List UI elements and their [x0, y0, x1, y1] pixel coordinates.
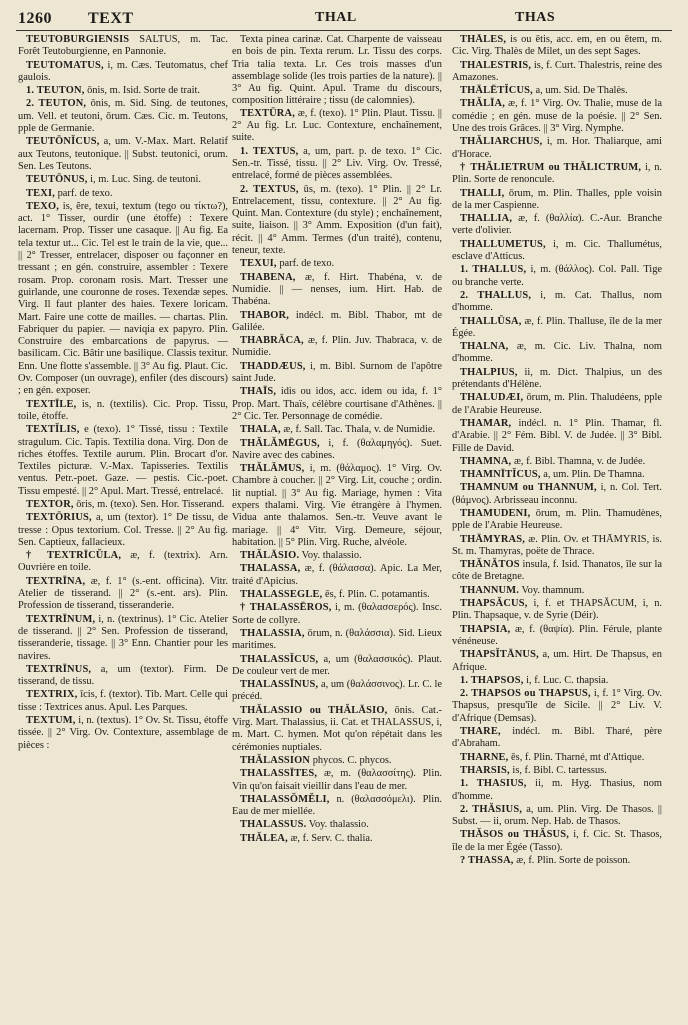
column-center [232, 34, 442, 1019]
dictionary-entry [232, 628, 442, 653]
entry-definition: æ, f. Bibl. Thamna, v. de Judée. [511, 455, 646, 467]
entry-definition: i, m. Luc. Sing. de teutoni. [87, 174, 201, 186]
dictionary-entry [18, 34, 228, 59]
entry-definition: ōnis, m. Sid. Sing. de teutones, um. Vell. et teutoni, ōrum. Cæs. Cic. m. Teutons, pple de Germanie. [18, 98, 228, 135]
dictionary-entry [452, 316, 662, 341]
entry-headword: THĀMYRAS, [460, 533, 526, 545]
entry-headword: TEXTĪLE, [26, 398, 77, 410]
dictionary-entry [232, 563, 442, 588]
dictionary-entry [452, 804, 662, 829]
entry-definition: a, um. Sid. De Thalès. [532, 85, 628, 97]
entry-headword: TEXTOR, [26, 498, 74, 510]
dictionary-entry [452, 290, 662, 315]
entry-headword: 1. TEXTUS, [240, 145, 299, 157]
entry-headword: THALLI, [460, 187, 505, 199]
dictionary-entry [232, 146, 442, 183]
entry-headword: TEUTOMATUS, [26, 59, 104, 71]
dictionary-entry [452, 482, 662, 507]
dictionary-entry [232, 335, 442, 360]
entry-headword: THALASSIA, [240, 627, 305, 639]
entry-definition: a, um. V.-Max. Mart. Relatif aux Teutons, teutonique. || Subst. teutonici, orum. Sen. Les Teutons. [18, 136, 228, 172]
entry-definition: n. (θαλασσόμελι). Plin. Eau de mer miellée. [232, 793, 442, 818]
entry-headword: THARNE, [460, 751, 509, 763]
dictionary-entry [232, 768, 442, 793]
entry-definition: i, f. 1° Virg. Ov. Thapsus, presqu'île de Sicile. || 2° Liv. V. d'Afrique (Demsas). [452, 688, 662, 724]
entry-definition: æ, m. (θαλασσίτης). Plin. Vin qu'on faisait vieillir dans l'eau de mer. [232, 768, 442, 792]
entry-definition: a, um. Plin. Virg. De Thasos. || Subst. — ii, orum. Nep. Hab. de Thasos. [452, 803, 662, 828]
header-left-word: TEXT [88, 10, 134, 27]
dictionary-entry [18, 715, 228, 752]
dictionary-entry [452, 418, 662, 455]
dictionary-entry [18, 399, 228, 424]
entry-headword: TEXTŪRA, [240, 107, 296, 119]
entry-definition: æ, f. Sall. Tac. Thala, v. de Numidie. [280, 424, 436, 436]
entry-headword: THALASSA, [240, 563, 301, 575]
entry-definition: Texta pinea carinæ. Cat. Charpente de vaisseau en bois de pin. Texta rerum. Lr. Tissu des corps. Tria talia texta. Lr. Ces trois masses d'un assemblage solide (les trois parties de la nature). || 3° Au fig. Quint. Apul. Trame du discours, composition littéraire ; tissu (de calomnies). [232, 34, 442, 107]
entry-headword: THĂNĂTOS [460, 559, 520, 571]
dictionary-entry [452, 624, 662, 649]
dictionary-entry [18, 85, 228, 97]
entry-headword: THĀLES, [460, 34, 507, 45]
dictionary-entry [232, 310, 442, 335]
entry-definition: idis ou idos, acc. idem ou ida, f. 1° Prop. Mart. Thaïs, célèbre courtisane d'Athènes. || 2° Cic. Ter. Personnage de comédie. [232, 386, 442, 422]
entry-definition: æ, f. Hirt. Thabéna, v. de Numidie. || — nenses, ium. Hirt. Hab. de Thabéna. [232, 271, 442, 308]
entry-headword: ? THASSA, [460, 855, 514, 866]
dictionary-entry [232, 272, 442, 309]
entry-definition: a, um, part. p. de texo. 1° Cic. Sen.-tr. Tissé, tissu. || 2° Liv. Virg. Ov. Tressé, entrelacé, formé de pièces assemblées. [232, 145, 442, 182]
entry-definition: æ, f. (texo). 1° Plin. Plaut. Tissu. || 2° Au fig. Lr. Luc. Contexture, enchaînement, suite. [232, 107, 442, 144]
entry-headword: THALESTRIS, [460, 59, 532, 71]
dictionary-entry [452, 649, 662, 674]
entry-headword: THALASSEGLE, [240, 589, 323, 601]
entry-definition: Voy. thamnum. [519, 584, 585, 596]
entry-definition: æ, f. 1° Virg. Ov. Thalie, muse de la comédie ; en gén. muse de la poésie. || 2° Sen. Une des trois Grâces. || 3° Virg. Nymphe. [452, 98, 662, 135]
dictionary-entry [18, 576, 228, 613]
entry-headword: TEXTRIX, [26, 689, 78, 701]
entry-definition: i, n. Col. Tert. (θάμνος). Arbrisseau inconnu. [452, 482, 662, 506]
entry-definition: a, um (textor). Firm. De tisserand, de tissu. [18, 663, 228, 688]
entry-definition: indécl. n. 1° Plin. Thamar, fl. d'Arabie. || 2° Fém. Bibl. V. de Judée. || 3° Bibl. Fille de David. [452, 417, 662, 454]
entry-headword: THARSIS, [460, 764, 510, 776]
entry-headword: TEXTRĪNA, [26, 575, 86, 587]
header-right-word: THAS [515, 10, 556, 25]
dictionary-entry [232, 550, 442, 562]
entry-headword: TEXI, [26, 187, 56, 199]
entry-headword: TEXTŌRIUS, [26, 512, 92, 524]
entry-headword: THĂLĂMĒGUS, [240, 437, 320, 449]
entry-definition: ōrum, m. Plin. Thamudènes, pple de l'Arabie Heureuse. [452, 507, 662, 532]
entry-headword: THALASSUS. [240, 819, 307, 831]
entry-headword: 1. THALLUS, [460, 264, 527, 276]
running-header [0, 0, 688, 34]
dictionary-entry [18, 201, 228, 398]
entry-definition: i, m. Bibl. Surnom de l'apôtre saint Jude. [232, 360, 442, 385]
dictionary-entry [452, 688, 662, 725]
entry-definition: is, f. Bibl. C. tartessus. [509, 764, 607, 776]
entry-headword: TEXUI, [240, 258, 277, 270]
header-center-word: THAL [315, 10, 357, 25]
dictionary-entry [452, 829, 662, 854]
entry-definition: i, m. (θαλασσερός). Insc. Sorte de collyre. [232, 602, 442, 626]
entry-headword: THALLIA, [460, 213, 513, 225]
entry-headword: TEXTRĪNUS, [26, 663, 92, 675]
entry-definition: i, m. (θάλλος). Col. Pall. Tige ou branche verte. [452, 264, 662, 288]
entry-headword: THALLŪSA, [460, 315, 522, 327]
entry-definition: i, m. Hor. Thaliarque, ami d'Horace. [452, 136, 662, 160]
entry-definition: parf. de texo. [276, 258, 335, 270]
entry-definition: i, f. (θαλαμηγός). Suet. Navire avec des cabines. [232, 437, 442, 461]
dictionary-entry [232, 34, 442, 108]
entry-definition: æ, f. (textrix). Arn. Ouvrière en toile. [18, 550, 228, 574]
dictionary-entry [232, 833, 442, 845]
page-number: 1260 [18, 10, 52, 27]
dictionary-entry [18, 98, 228, 135]
entry-definition: i, m. Cæs. Teutomatus, chef gaulois. [18, 59, 228, 83]
dictionary-entry [452, 98, 662, 135]
dictionary-entry [232, 258, 442, 270]
entry-headword: THAPSIA, [460, 623, 511, 635]
entry-headword: TEXTUM, [26, 715, 76, 727]
entry-definition: ēs, f. Plin. Tharné, mt d'Attique. [508, 751, 645, 763]
dictionary-entry [452, 341, 662, 366]
entry-definition: ēs, f. Plin. C. potamantis. [322, 589, 430, 601]
dictionary-entry [452, 559, 662, 584]
entry-headword: THĂSOS ou THĂSUS, [460, 829, 570, 841]
entry-headword: THĂLĂMUS, [240, 463, 305, 475]
entry-headword: THALNA, [460, 341, 509, 353]
entry-definition: a, um (θαλασσικός). Plaut. De couleur vert de mer. [232, 653, 442, 677]
dictionary-entry [452, 392, 662, 417]
entry-headword: THĂLĪA, [460, 98, 505, 110]
entry-headword: THALUDÆI, [460, 392, 524, 404]
dictionary-entry [452, 469, 662, 481]
entry-headword: 2. THĂSIUS, [460, 803, 523, 815]
entry-definition: phycos. C. phycos. [310, 754, 392, 766]
dictionary-entry [452, 726, 662, 751]
entry-definition: æ, m. Cic. Liv. Thalna, nom d'homme. [452, 341, 662, 365]
entry-definition: Voy. thalassio. [299, 550, 362, 562]
entry-headword: 1. THASIUS, [460, 778, 527, 790]
dictionary-entry [452, 34, 662, 59]
dictionary-entry [452, 765, 662, 777]
entry-definition: ōrum, m. Plin. Thaludéens, pple de l'Arabie Heureuse. [452, 392, 662, 416]
header-rule [16, 30, 672, 31]
entry-headword: THANNUM. [460, 584, 520, 596]
dictionary-entry [18, 550, 228, 575]
entry-headword: THĀLĒTĬCUS, [460, 85, 533, 97]
entry-headword: THĂLĀSIO. [240, 550, 300, 562]
entry-definition: is, n. (textilis). Cic. Prop. Tissu, toile, étoffe. [18, 398, 228, 422]
dictionary-entry [232, 438, 442, 463]
dictionary-entry [232, 794, 442, 819]
dictionary-entry [452, 752, 662, 764]
entry-definition: æ. Plin. Ov. et THĀMYRIS, is. St. m. Thamyras, poëte de Thrace. [452, 533, 662, 557]
dictionary-entry [18, 136, 228, 173]
dictionary-entry [452, 456, 662, 468]
dictionary-entry [452, 598, 662, 623]
entry-headword: 2. TEXTUS, [240, 183, 299, 195]
entry-definition: ōrum, m. Plin. Thalles, pple voisin de la mer Caspienne. [452, 187, 662, 211]
entry-headword: THABENA, [240, 271, 296, 283]
entry-definition: i, n. (textrinus). 1° Cic. Atelier de tisserand. || 2° Sen. Profession de tisserand, tisseranderie, tissage. || 3° Enn. Chantier pour les navires. [18, 613, 228, 662]
entry-headword: 1. THAPSOS, [460, 674, 524, 686]
dictionary-entry [452, 534, 662, 559]
entry-definition: is, ĕre, texui, textum (tego ou τίκτω?), act. 1° Tisser, ourdir (une étoffe) : Texere lacernam. Prop. Tisser une casaque. || Au fig. Ea tela textur ut... Cic. Tel est le train de la vie, que... || 2° Tresser, entrelacer, disposer ou façonner en tressant ; en gén. construire, assembler : Texere rosam. Prop. coronam rosis. Mart. Tresser une guirlande, une couronne de roses. Texendæ sepes. Virg. Il faut planter des haies. Texere loricam. Mart. Faire une cotte de mailles. — chartas. Plin. Fabriquer du papier. — naviqia ex papyro. Plin. Construire des embarcations de papyrus. — basilicam. Cic. Bâtir une basilique. Classis texitur. Enn. Une flotte s'assemble. || 3° Au fig. Plaut. Cic. Ov. Composer (un ouvrage), enfiler (des discours) ; en gén. exposer. [18, 200, 228, 397]
dictionary-entry [232, 361, 442, 386]
entry-headword: 2. THAPSOS ou THAPSUS, [460, 688, 591, 700]
entry-definition: a, um. Hirt. De Thapsus, en Afrique. [452, 649, 662, 673]
dictionary-entry [452, 367, 662, 392]
dictionary-entry [232, 602, 442, 627]
dictionary-entry [232, 679, 442, 704]
entry-headword: TEUTŌNĬCUS, [26, 136, 100, 148]
entry-headword: THAMUDENI, [460, 507, 531, 519]
entry-headword: THABRĂCA, [240, 335, 304, 347]
entry-headword: THALASSĪNUS, [240, 679, 319, 691]
dictionary-entry [18, 614, 228, 663]
dictionary-entry [232, 819, 442, 831]
entry-definition: i, f. et THAPSĂCUM, i, n. Plin. Thapsaque, v. de Syrie (Déir). [452, 598, 662, 622]
entry-headword: THAPSĂCUS, [460, 598, 528, 610]
entry-definition: insula, f. Isid. Thanatos, île sur la côte de Bretagne. [452, 559, 662, 583]
dictionary-entry [232, 755, 442, 767]
entry-definition: æ, f. (θαλλία). C.-Aur. Branche verte d'olivier. [452, 213, 662, 237]
dictionary-entry [452, 213, 662, 238]
entry-definition: æ, f. 1° (s.-ent. officina). Vitr. Atelier de tisserand. || 2° (s.-ent. ars). Plin. Profession de tisserand, tisseranderie. [18, 575, 228, 612]
entry-headword: 2. THALLUS, [460, 289, 532, 301]
entry-headword: THAMNA, [460, 455, 512, 467]
entry-definition: īcis, f. (textor). Tib. Mart. Celle qui tisse : Textrices anus. Apul. Les Parques. [18, 689, 228, 713]
entry-definition: indécl. m. Bibl. Tharé, père d'Abraham. [452, 726, 662, 750]
dictionary-entry [452, 239, 662, 264]
dictionary-entry [18, 424, 228, 498]
entry-definition: is, f. Curt. Thalestris, reine des Amazones. [452, 59, 662, 83]
entry-headword: THAPSĬTĀNUS, [460, 649, 539, 661]
dictionary-entry [452, 136, 662, 161]
dictionary-entry [452, 264, 662, 289]
entry-headword: THALASSĬCUS, [240, 653, 319, 665]
dictionary-entry [18, 499, 228, 511]
entry-headword: † THALASSĒROS, [240, 602, 332, 614]
entry-headword: THALASSĪTES, [240, 768, 318, 780]
entry-headword: THALPIUS, [460, 366, 518, 378]
entry-definition: ii, m. Dict. Thalpius, un des prétendants d'Hélène. [452, 366, 662, 391]
entry-definition: a, um (textor). 1° De tissu, de tresse : Opus textorium. Col. Tresse. || 2° Au fig. Sen. Captieux, fallacieux. [18, 512, 228, 548]
dictionary-entry [452, 188, 662, 213]
entry-headword: THĂLASSION [240, 754, 311, 766]
entry-headword: THALA, [240, 424, 281, 436]
entry-headword: † TEXTRĪCŬLA, [26, 550, 122, 562]
dictionary-entry [18, 664, 228, 689]
entry-headword: THADDÆUS, [240, 360, 306, 372]
dictionary-entry [232, 386, 442, 423]
entry-definition: i, n. (textus). 1° Ov. St. Tissu, étoffe tissée. || 2° Virg. Ov. Contexture, assemblage de pièces : [18, 715, 228, 751]
entry-headword: THALLUMETUS, [460, 238, 546, 250]
entry-headword: THAĪS, [240, 386, 277, 398]
dictionary-entry [232, 463, 442, 549]
column-left [18, 34, 228, 1019]
entry-headword: TEXO, [26, 200, 60, 212]
entry-definition: Voy. thalassio. [306, 819, 369, 831]
entry-definition: i, n. Plin. Sorte de renoncule. [452, 161, 662, 186]
entry-definition: a, um (θαλάσσινος). Lr. C. le précéd. [232, 679, 442, 703]
entry-definition: æ, f. Plin. Sorte de poisson. [513, 855, 631, 866]
entry-definition: i, f. Luc. C. thapsia. [523, 674, 609, 686]
dictionary-entry [18, 512, 228, 549]
dictionary-entry [452, 855, 662, 867]
entry-headword: TEXTĬLIS, [26, 424, 80, 436]
entry-definition: æ, f. Serv. C. thalia. [287, 832, 373, 844]
dictionary-entry [232, 108, 442, 145]
entry-definition: æ, f. Plin. Thalluse, île de la mer Égée. [452, 315, 662, 339]
entry-definition: ōrum, n. (θαλάσσια). Sid. Lieux maritimes. [232, 627, 442, 652]
dictionary-entry [232, 184, 442, 258]
entry-definition: æ, f. (θάλασσα). Apic. La Mer, traité d'Apicius. [232, 563, 442, 587]
entry-headword: TEXTRĪNUM, [26, 613, 96, 625]
entry-headword: THĂLASSIO ou THĂLĀSIO, [240, 704, 388, 716]
entry-definition: is ou ētis, acc. em, en ou ētem, m. Cic. Virg. Thalès de Milet, un des sept Sages. [452, 34, 662, 58]
entry-definition: i, m. (θάλαμος). 1° Virg. Ov. Chambre à coucher. || 2° Virg. Lit, couche ; ordin. lit nuptial. || 3° Au fig. Mariage, hymen : Vita expers thalami. Virg. Vie étrangère à l'hymen. Vidua ante thalamos. Sen.-tr. Veuve avant le mariage. || 4° Vitr. Virg. Demeure, séjour, habitation. || 5° Plin. Virg. Ruche, alvéole. [232, 463, 442, 548]
dictionary-entry [452, 162, 662, 187]
entry-definition: æ, f. (θαψία). Plin. Férule, plante vénéneuse. [452, 623, 662, 647]
entry-headword: THABOR, [240, 309, 290, 321]
entry-headword: TEUTOBURGIENSIS [26, 34, 130, 45]
column-right [452, 34, 662, 1019]
dictionary-entry [452, 585, 662, 597]
entry-headword: TEUTŌNUS, [26, 174, 88, 186]
entry-headword: 1. TEUTON, [26, 85, 85, 97]
entry-definition: SALTUS, m. Tac. Forêt Teutoburgienne, en Pannonie. [18, 34, 228, 58]
entry-headword: THALASSŎMĔLI, [240, 793, 330, 805]
entry-headword: THARE, [460, 726, 501, 738]
entry-definition: æ, f. Plin. Juv. Thabraca, v. de Numidie. [232, 335, 442, 359]
entry-headword: THAMNUM ou THANNUM, [460, 482, 597, 494]
dictionary-entry [232, 424, 442, 436]
entry-headword: THĂLIARCHUS, [460, 136, 543, 148]
entry-definition: ōris, m. (texo). Sen. Hor. Tisserand. [73, 498, 225, 510]
dictionary-entry [452, 675, 662, 687]
dictionary-entry [232, 589, 442, 601]
entry-definition: ōnis, m. Isid. Sorte de trait. [84, 85, 200, 97]
entry-definition: ūs, m. (texo). 1° Plin. || 2° Lr. Entrelacement, tissu, contexture. || 2° Au fig. Quint. Man. Contexture (du style) ; enchaînement, suite, liaison. || 3° Amm. Exposition (d'un fait), récit. || 4° Amm. Termes (d'un traité), contenu, teneur, texte. [232, 183, 442, 257]
dictionary-entry [18, 188, 228, 200]
entry-definition: ii, m. Hyg. Thasius, nom d'homme. [452, 778, 662, 802]
entry-definition: parf. de texo. [55, 187, 113, 199]
dictionary-entry [18, 60, 228, 85]
dictionary-entry [452, 778, 662, 803]
dictionary-entry [18, 689, 228, 714]
entry-definition: indécl. m. Bibl. Thabor, mt de Galilée. [232, 309, 442, 333]
entry-headword: 2. TEUTON, [26, 98, 87, 110]
entry-definition: i, m. Cic. Thallumétus, esclave d'Atticus. [452, 238, 662, 263]
entry-headword: † THĂLIETRUM ou THĂLICTRUM, [460, 161, 642, 173]
entry-definition: i, m. Cat. Thallus, nom d'homme. [452, 289, 662, 314]
dictionary-entry [232, 654, 442, 679]
entry-headword: THAMNĪTĬCUS, [460, 469, 541, 481]
entry-headword: THĂLEA, [240, 832, 288, 844]
entry-definition: ōnis. Cat.-Virg. Mart. Thalassius, ii. Cat. et THALASSUS, i, m. Mart. C. hymen. Mot qu'on répétait dans les cérémonies nuptiales. [232, 704, 442, 753]
dictionary-entry [18, 174, 228, 186]
dictionary-entry [452, 60, 662, 85]
dictionary-entry [452, 85, 662, 97]
dictionary-entry [232, 705, 442, 754]
entry-headword: THAMAR, [460, 417, 512, 429]
entry-definition: a, um. Plin. De Thamna. [540, 469, 645, 481]
dictionary-entry [452, 508, 662, 533]
entry-definition: i, f. Cic. St. Thasos, île de la mer Égée (Tasso). [452, 829, 662, 853]
entry-definition: e (texo). 1° Tissé, tissu : Textile stragulum. Cic. Tapis. Textilia dona. Virg. Don de riches étoffes. Textile aurum. Plin. Brocart d'or. Textiles picturæ. V.-Max. Tapisseries. Textilis ventus. Petr.-poet. Gaze. — pestis. Cic.-poet. Tissu empesté. || 2° Apul. Mart. Tressé, entrelacé. [18, 424, 228, 497]
